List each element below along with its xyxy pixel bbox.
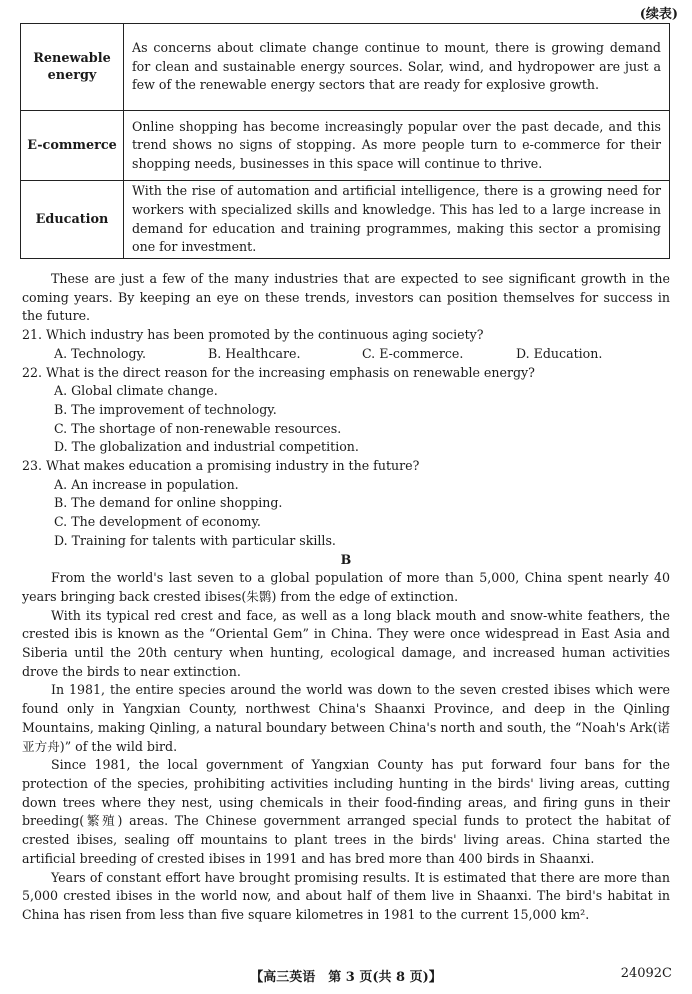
passage-paragraph: Years of constant effort have brought promising results. It is estimated that there are more than 5,000 crested ibises in the world now, and about half of them live in Shaanxi. The bird's habitat in China has risen from less than five square kilometres in 1981 to the current 15,000 km². [22, 869, 670, 922]
industry-label [21, 24, 124, 111]
passage-paragraph: Since 1981, the local government of Yangxian County has put forward four bans for the protection of the species, prohibiting activities including hunting in the birds' living areas, cutting down trees where they nest, using chemicals in their food-finding areas, and firing guns in their breeding(繁殖) areas. The Chinese government arranged special funds to protect the habitat of crested ibises, sealing off mountains to plant trees in the birds' living areas. China started the artificial breeding of crested ibises in 1991 and has bred more than 400 birds in Shaanxi. [22, 757, 670, 866]
industry-label-line: energy [47, 68, 97, 83]
industry-label-line: Education [35, 212, 109, 227]
closing-paragraph: These are just a few of the many industries that are expected to see significant growth in the coming years. By keeping an eye on these trends, investors can position themselves for success in the future. [22, 271, 670, 324]
page-number: 【高三英语 第 3 页(共 8 页)】 [250, 970, 442, 985]
industry-label-line: E-commerce [27, 138, 117, 153]
option: C. E-commerce. [362, 345, 464, 361]
option: A. An increase in population. [54, 476, 239, 492]
option: A. Global climate change. [54, 383, 218, 399]
option: B. The demand for online shopping. [54, 495, 283, 511]
question-22-stem: 22. What is the direct reason for the increasing emphasis on renewable energy? [22, 364, 535, 380]
option: D. Training for talents with particular skills. [54, 532, 336, 548]
industry-table [20, 23, 670, 259]
passage-paragraph: From the world's last seven to a global population of more than 5,000, China spent nearly 40 years bringing back crested ibises(朱鹮) from the edge of extinction. [22, 570, 670, 604]
passage-paragraph: In 1981, the entire species around the world was down to the seven crested ibises which were found only in Yangxian County, northwest China's Shaanxi Province, and deep in the Qinling Mountains, making Qinling, a natural boundary between China's north and south, the “Noah's Ark(诺亚方舟)” of the wild bird. [22, 682, 670, 754]
option: C. The shortage of non-renewable resources. [54, 420, 342, 436]
table-row [21, 24, 670, 111]
table-row [21, 181, 670, 259]
industry-label [21, 181, 124, 259]
industry-label-line: Renewable [33, 51, 111, 66]
question-21-options [22, 345, 670, 364]
questions-block [22, 270, 670, 925]
option: B. The improvement of technology. [54, 401, 277, 417]
exam-code: 24092C [620, 966, 672, 981]
option: D. The globalization and industrial competition. [54, 439, 359, 455]
passage-paragraph: With its typical red crest and face, as well as a long black mouth and snow-white feathers, the crested ibis is known as the “Oriental Gem” in China. They were once widespread in East Asia and Siberia until the 20th century when hunting, ecological damage, and increased human activities drove the birds to near extinction. [22, 607, 670, 679]
option: D. Education. [516, 345, 603, 361]
section-heading: B [340, 551, 352, 567]
option: A. Technology. [54, 345, 146, 361]
industry-label [21, 111, 124, 181]
industry-description: As concerns about climate change continue to mount, there is growing demand for clean and sustainable energy sources. Solar, wind, and hydropower are just a few of the renewable energy sectors that are ready for explosive growth. [124, 24, 670, 111]
continued-label: (续表) [639, 7, 678, 22]
option: B. Healthcare. [208, 345, 301, 361]
industry-description: With the rise of automation and artificial intelligence, there is a growing need for workers with specialized skills and knowledge. This has led to a large increase in demand for education and training programmes, making this sector a promising one for investment. [124, 181, 670, 259]
option: C. The development of economy. [54, 514, 261, 530]
industry-description: Online shopping has become increasingly popular over the past decade, and this trend shows no signs of stopping. As more people turn to e-commerce for their shopping needs, businesses in this space will continue to thrive. [124, 111, 670, 181]
question-23-stem: 23. What makes education a promising industry in the future? [22, 458, 420, 474]
question-21-stem: 21. Which industry has been promoted by the continuous aging society? [22, 327, 484, 343]
table-row [21, 111, 670, 181]
